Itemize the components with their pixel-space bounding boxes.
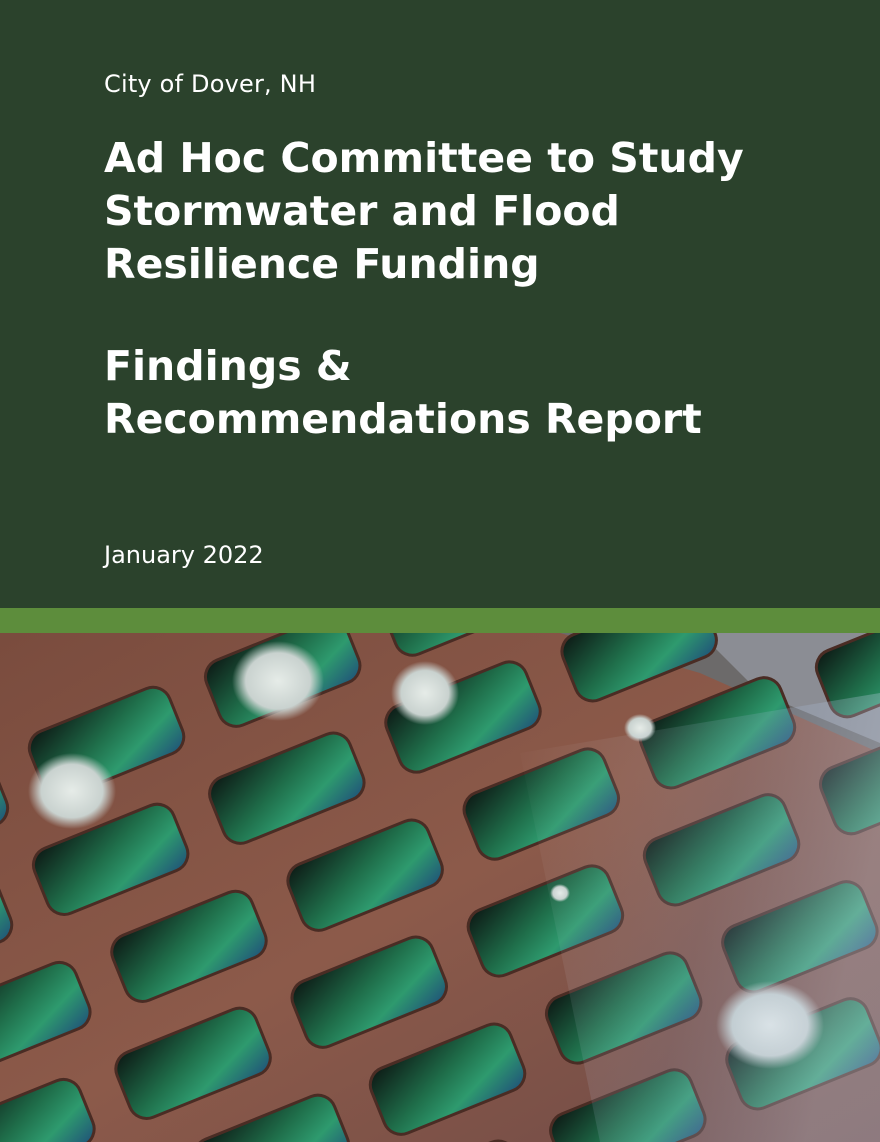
storm-drain-photo	[0, 633, 880, 1142]
report-date: January 2022	[104, 541, 264, 569]
report-title-line: Stormwater and Flood	[104, 187, 620, 235]
organization-name: City of Dover, NH	[104, 70, 317, 98]
report-title	[104, 132, 844, 291]
report-subtitle-line: Recommendations Report	[104, 395, 702, 443]
report-subtitle	[104, 340, 844, 446]
storm-drain-grate-icon	[0, 633, 880, 1142]
report-title-line: Resilience Funding	[104, 240, 540, 288]
report-subtitle-line: Findings &	[104, 342, 352, 390]
accent-stripe	[0, 608, 880, 633]
report-title-line: Ad Hoc Committee to Study	[104, 134, 744, 182]
